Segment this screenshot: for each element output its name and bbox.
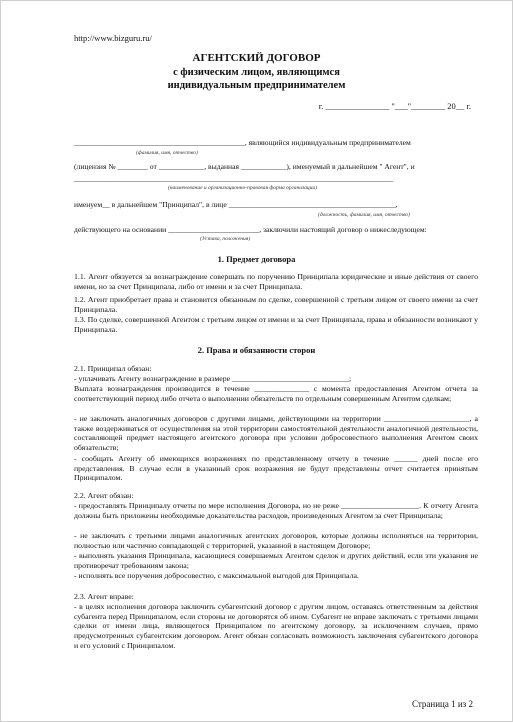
clause-2-1-c: - не заключать аналогичных договоров с другими лицами, действующими на территории ______________________, а также воздерживаться от осуществления на этой территории самостоятельной деятельности аналогичной деятельности, составляющей предмет настоящего агентского договора при условии добросовестного выполнения Агентом своих обязательств; xyxy=(74,414,478,453)
party-agent-line: _____________________________________________, являющийся индивидуальным предпринимателем xyxy=(74,138,411,147)
clause-2-1: 2.1. Принципал обязан: xyxy=(74,364,152,373)
clause-2-1-d: - сообщать Агенту об имеющихся возражениях по представленному отчету в течение ______ дней после его представления. В случае если в указанный срок возражения не будут представлены отчет считается принятым Принципалом. xyxy=(74,454,478,483)
party-principal-line: именуем__ в дальнейшем "Принципал", в лице ____________________________________________, xyxy=(74,200,398,209)
party-license-line: (лицензия № ________ от ____________, выданная ____________), именуемый в дальнейшем " Агент", и xyxy=(74,162,415,171)
caption-charter: (Устава, положения) xyxy=(200,236,251,242)
clause-2-1-b: Выплата вознаграждения производится в течение ______________ с момента предоставления Агентом отчета за соответствующий период либо отчета о выполнении обязательств по отдельным совершенным Агентом сделкам; xyxy=(74,384,478,403)
party-basis-line: действующего на основании ________________________, заключили настоящий договор о нижеследующем: xyxy=(74,225,427,234)
section1-heading: 1. Предмет договора xyxy=(217,254,296,264)
document-subtitle-line2: индивидуальным предпринимателем xyxy=(167,80,346,91)
clause-2-2-d: - исполнять все поручения добросовестно, с максимальной выгодой для Принципала. xyxy=(74,571,359,580)
clause-2-2-c: - выполнять указания Принципала, касающиеся совершаемых Агентом сделок и других действий, если эти указания не противоречат требованиям закона; xyxy=(74,551,478,570)
page-number: Страница 1 из 2 xyxy=(412,699,473,709)
clause-1-2: 1.2. Агент приобретает права и становится обязанным по сделке, совершенной с третьим лицом от своего имени за счет Принципала. xyxy=(74,295,478,314)
party-org-line: ____________________________________________________________________________________ xyxy=(74,174,393,183)
clause-2-2-a: - предоставлять Принципалу отчеты по мере исполнения Договора, но не реже ____________________. К отчету Агента должны быть приложены необходимые доказательства расходов, произведенных Агентом за счет Принципала; xyxy=(74,501,478,520)
clause-2-3-a: - в целях исполнения договора заключить субагентский договор с другим лицом, оставаясь ответственным за действия субагента перед Принципалом, если стороны не договорятся об ином. Субагент не вправе заключать с третьими лицами сделки от имени лица, являющегося Принципалом по агентскому договору, за исключением случаев, прямо предусмотренных субагентским договором. Агент обязан согласовать возможность заключения субагентского договора и его условий с Принципалом. xyxy=(74,602,478,650)
clause-2-2-b: - не заключать с третьими лицами аналогичных агентских договоров, которые должны исполняться на территории, полностью или частично совпадающей с территорией, указанной в настоящем Договоре; xyxy=(74,531,478,550)
caption-position: (должность, фамилия, имя, отчество) xyxy=(318,212,410,218)
clause-2-2: 2.2. Агент обязан: xyxy=(74,491,134,500)
clause-1-1: 1.1. Агент обязуется за вознаграждение совершать по поручению Принципала юридические и иные действия от своего имени, но за счет Принципала, либо от имени и за счет Принципала. xyxy=(74,272,478,291)
document-subtitle-line1: с физическим лицом, являющимся xyxy=(173,67,340,78)
section2-heading: 2. Права и обязанности сторон xyxy=(197,345,316,355)
caption-org: (наименование и организационно-правовая форма организации) xyxy=(168,185,317,191)
clause-2-3: 2.3. Агент вправе: xyxy=(74,592,134,601)
source-url: http://www.bizguru.ru/ xyxy=(74,33,152,43)
clause-2-1-a: - уплачивать Агенту вознаграждение в размере ______________________________; xyxy=(74,374,352,383)
caption-fio: (фамилия, имя, отчество) xyxy=(136,150,198,156)
document-title: АГЕНТСКИЙ ДОГОВОР xyxy=(192,52,321,64)
clause-1-3: 1.3. По сделке, совершенной Агентом с третьим лицом от имени и за счет Принципала, права и обязанности возникают у Принципала. xyxy=(74,315,478,334)
place-date-line: г. _______________ "___"________ 20__ г. xyxy=(318,101,471,111)
